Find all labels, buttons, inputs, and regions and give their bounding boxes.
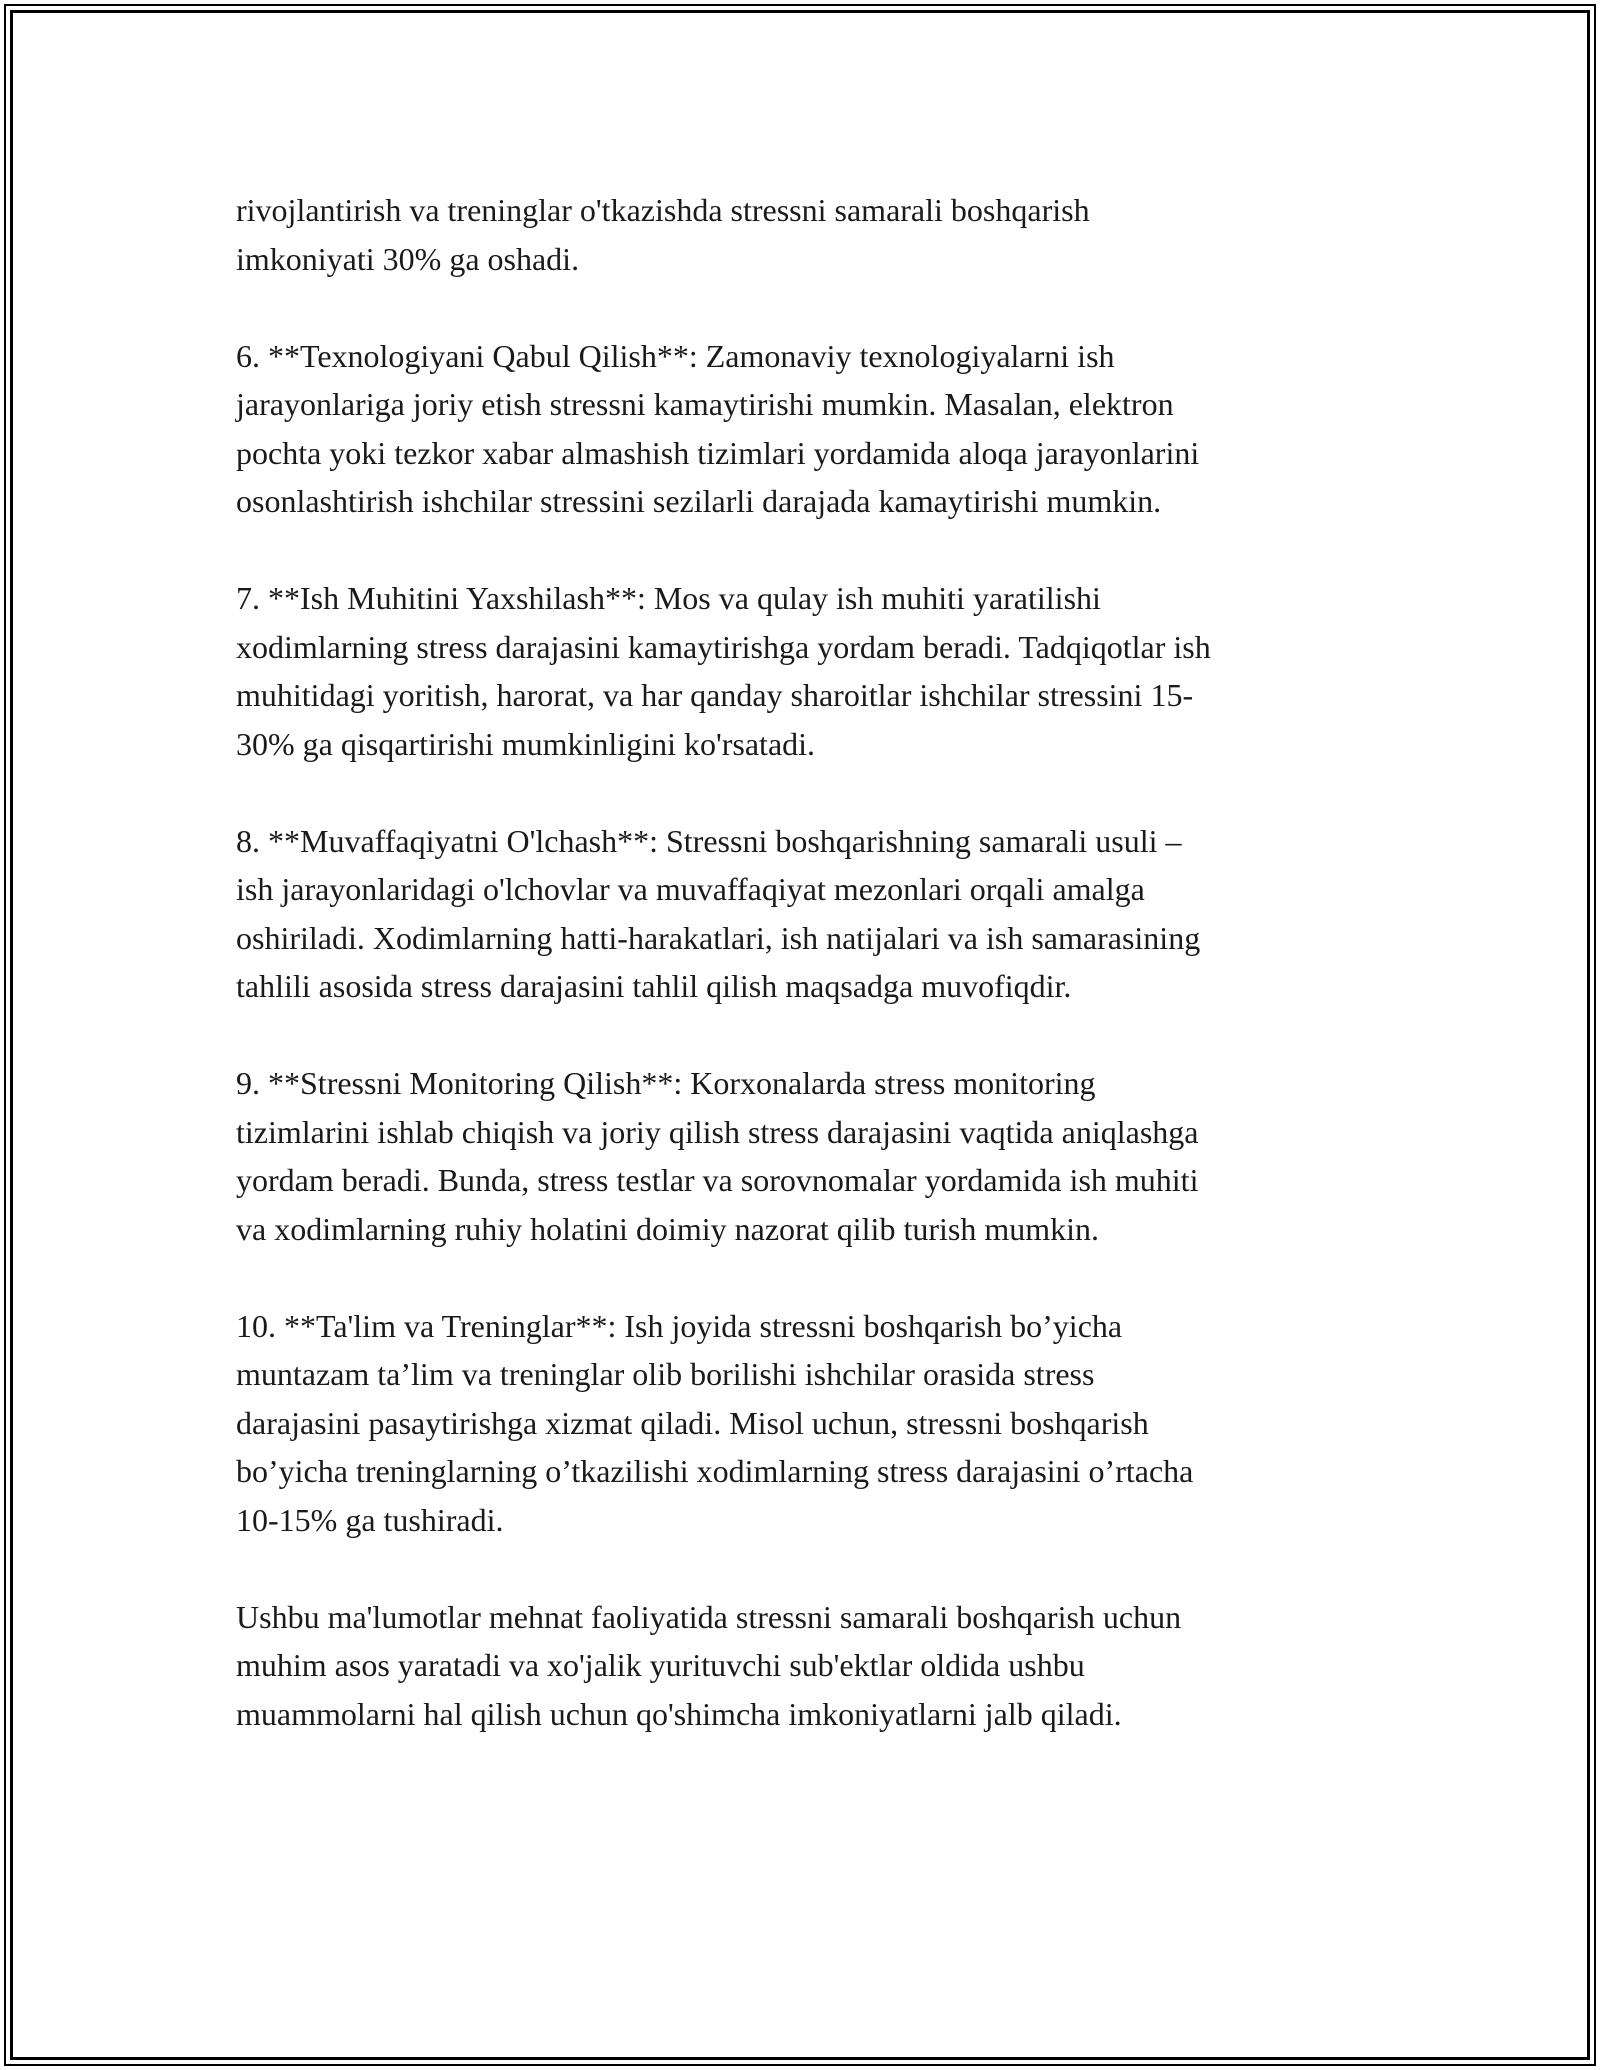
paragraph-continuation: rivojlantirish va treninglar o'tkazishda stressni samarali boshqarish imkoniyati 30% ga oshadi. bbox=[236, 192, 1090, 277]
paragraph-item-7: 7. **Ish Muhitini Yaxshilash**: Mos va qulay ish muhiti yaratilishi xodimlarning stress darajasini kamaytirishga yordam beradi. Tadqiqotlar ish muhitidagi yoritish, harorat, va har qanday sharoitlar ishchilar stressini 15- 30% ga qisqartirishi mumkinligini ko'rsatadi. bbox=[236, 580, 1211, 762]
paragraph-item-6: 6. **Texnologiyani Qabul Qilish**: Zamonaviy texnologiyalarni ish jarayonlariga joriy etish stressni kamaytirishi mumkin. Masalan, elektron pochta yoki tezkor xabar almashish tizimlari yordamida aloqa jarayonlarini osonlashtirish ishchilar stressini sezilarli darajada kamaytirishi mumkin. bbox=[236, 337, 1200, 519]
paragraph-item-9: 9. **Stressni Monitoring Qilish**: Korxonalarda stress monitoring tizimlarini ishlab chiqish va joriy qilish stress darajasini vaqtida aniqlashga yordam beradi. Bunda, stress testlar va sorovnomalar yordamida ish muhiti va xodimlarning ruhiy holatini doimiy nazorat qilib turish mumkin. bbox=[236, 1065, 1199, 1247]
document-body bbox=[236, 186, 1376, 1738]
paragraph-item-10: 10. **Ta'lim va Treninglar**: Ish joyida stressni boshqarish bo’yicha muntazam ta’lim va treninglar olib borilishi ishchilar orasida stress darajasini pasaytirishga xizmat qiladi. Misol uchun, stressni boshqarish bo’yicha treninglarning o’tkazilishi xodimlarning stress darajasini o’rtacha 10-15% ga tushiradi. bbox=[236, 1307, 1194, 1538]
paragraph-conclusion: Ushbu ma'lumotlar mehnat faoliyatida stressni samarali boshqarish uchun muhim asos yaratadi va xo'jalik yurituvchi sub'ektlar oldida ushbu muammolarni hal qilish uchun qo'shimcha imkoniyatlarni jalb qiladi. bbox=[236, 1598, 1182, 1732]
paragraph-item-8: 8. **Muvaffaqiyatni O'lchash**: Stressni boshqarishning samarali usuli – ish jarayonlaridagi o'lchovlar va muvaffaqiyat mezonlari orqali amalga oshiriladi. Xodimlarning hatti-harakatlari, ish natijalari va ish samarasining tahlili asosida stress darajasini tahlil qilish maqsadga muvofiqdir. bbox=[236, 822, 1201, 1004]
